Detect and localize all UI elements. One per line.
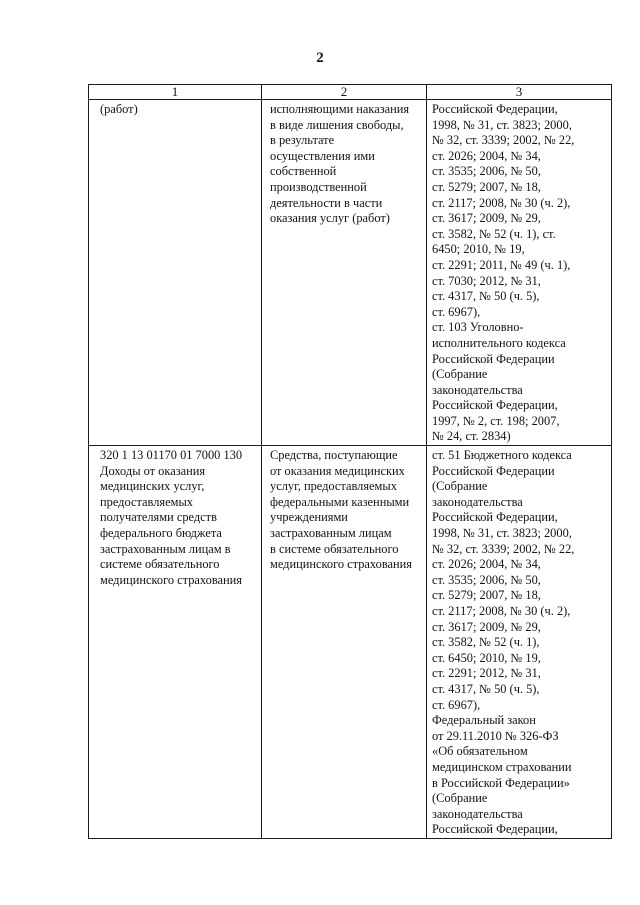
cell-text-line: ст. 2291; 2012, № 31, xyxy=(432,666,541,681)
cell-text-line: № 32, ст. 3339; 2002, № 22, xyxy=(432,133,575,148)
cell-text-line: Российской Федерации, xyxy=(432,102,558,116)
cell-text-line: ст. 3617; 2009, № 29, xyxy=(432,619,541,634)
cell-text-line: Федеральный закон xyxy=(432,713,536,728)
cell-text-line: законодательства xyxy=(432,382,523,397)
cell-text-line: ст. 2026; 2004, № 34, xyxy=(432,148,541,163)
legal-table xyxy=(88,84,612,839)
cell-text-line: Средства, поступающие xyxy=(270,448,398,463)
cell-text-line: законодательства xyxy=(432,806,523,821)
cell-text-line: Российской Федерации xyxy=(432,463,555,478)
cell-text-line: системе обязательного xyxy=(100,557,220,572)
cell-text-line: ст. 2026; 2004, № 34, xyxy=(432,557,541,572)
cell-legal-basis xyxy=(427,100,612,446)
cell-text-line: медицинского страхования xyxy=(270,557,412,572)
cell-text-line: ст. 3535; 2006, № 50, xyxy=(432,164,541,179)
cell-text-line: Российской Федерации, xyxy=(432,510,558,525)
cell-text-line: ст. 103 Уголовно- xyxy=(432,320,524,335)
cell-text-line: получателями средств xyxy=(100,510,217,525)
cell-text-line: в Российской Федерации» xyxy=(432,775,570,790)
cell-text-line: Российской Федерации xyxy=(432,351,555,366)
cell-text-line: от 29.11.2010 № 326-ФЗ xyxy=(432,728,559,743)
cell-text-line: в виде лишения свободы, xyxy=(270,117,404,132)
header-col-2: 2 xyxy=(262,85,427,100)
cell-text-line: застрахованным лицам xyxy=(270,526,392,541)
cell-text-line: (Собрание xyxy=(432,791,488,806)
header-row xyxy=(89,85,612,100)
cell-text-line: ст. 7030; 2012, № 31, xyxy=(432,273,541,288)
cell-revenue-type xyxy=(262,100,427,446)
cell-text-line: ст. 6967), xyxy=(432,304,481,319)
cell-text-line: ст. 2117; 2008, № 30 (ч. 2), xyxy=(432,195,571,210)
cell-revenue-type xyxy=(262,446,427,839)
cell-text-line: Российской Федерации, xyxy=(432,398,558,413)
cell-text-line: собственной xyxy=(270,164,337,179)
cell-text-line: (Собрание xyxy=(432,367,488,382)
cell-text-line: 1998, № 31, ст. 3823; 2000, xyxy=(432,117,572,132)
cell-text-line: ст. 6450; 2010, № 19, xyxy=(432,650,541,665)
cell-text-line: осуществления ими xyxy=(270,148,375,163)
cell-text-line: деятельности в части xyxy=(270,195,383,210)
cell-text-line: 1998, № 31, ст. 3823; 2000, xyxy=(432,526,572,541)
cell-text-line: ст. 4317, № 50 (ч. 5), xyxy=(432,289,540,304)
cell-text-line: № 24, ст. 2834) xyxy=(432,429,511,444)
cell-text-line: федерального бюджета xyxy=(100,526,222,541)
cell-text-line: 6450; 2010, № 19, xyxy=(432,242,525,257)
cell-text-line: от оказания медицинских xyxy=(270,463,405,478)
cell-text-line: медицинских услуг, xyxy=(100,479,205,494)
cell-text-line: предоставляемых xyxy=(100,494,193,509)
cell-text-line: производственной xyxy=(270,179,367,194)
cell-text-line: федеральными казенными xyxy=(270,494,410,509)
cell-legal-basis xyxy=(427,446,612,839)
cell-text-line: ст. 3582, № 52 (ч. 1), xyxy=(432,635,540,650)
cell-text-line: законодательства xyxy=(432,494,523,509)
header-col-1: 1 xyxy=(89,85,262,100)
cell-text-line: № 32, ст. 3339; 2002, № 22, xyxy=(432,541,575,556)
cell-text-line: услуг, предоставляемых xyxy=(270,479,397,494)
cell-text-line: «Об обязательном xyxy=(432,744,528,759)
cell-text-line: учреждениями xyxy=(270,510,348,525)
cell-text-line: 1997, № 2, ст. 198; 2007, xyxy=(432,413,560,428)
cell-text-line: исполняющими наказания xyxy=(270,102,410,116)
cell-text-line: ст. 3582, № 52 (ч. 1), ст. xyxy=(432,226,556,241)
cell-text-line: в системе обязательного xyxy=(270,541,399,556)
cell-text-line: ст. 4317, № 50 (ч. 5), xyxy=(432,681,540,696)
cell-text-line: ст. 5279; 2007, № 18, xyxy=(432,179,541,194)
cell-text-line: (Собрание xyxy=(432,479,488,494)
cell-text-line: медицинском страховании xyxy=(432,759,572,774)
cell-text-line: (работ) xyxy=(100,102,138,116)
cell-text-line: ст. 3535; 2006, № 50, xyxy=(432,572,541,587)
cell-text-line: Российской Федерации, xyxy=(432,822,558,837)
table-row xyxy=(89,100,612,446)
cell-text-line: ст. 51 Бюджетного кодекса xyxy=(432,448,572,463)
cell-text-line: 320 1 13 01170 01 7000 130 xyxy=(100,448,243,463)
cell-text-line: ст. 2117; 2008, № 30 (ч. 2), xyxy=(432,604,571,618)
cell-code-description xyxy=(89,446,262,839)
table-row xyxy=(89,446,612,839)
cell-text-line: в результате xyxy=(270,133,335,148)
page-number: 2 xyxy=(316,50,324,66)
cell-text-line: ст. 3617; 2009, № 29, xyxy=(432,211,541,226)
cell-text-line: застрахованным лицам в xyxy=(100,541,231,556)
cell-text-line: ст. 2291; 2011, № 49 (ч. 1), xyxy=(432,257,571,272)
cell-text-line: ст. 5279; 2007, № 18, xyxy=(432,588,541,603)
cell-code-description xyxy=(89,100,262,446)
header-col-3: 3 xyxy=(427,85,612,100)
cell-text-line: ст. 6967), xyxy=(432,697,481,712)
cell-text-line: медицинского страхования xyxy=(100,572,242,587)
cell-text-line: Доходы от оказания xyxy=(100,463,206,478)
cell-text-line: исполнительного кодекса xyxy=(432,335,566,350)
cell-text-line: оказания услуг (работ) xyxy=(270,211,390,226)
